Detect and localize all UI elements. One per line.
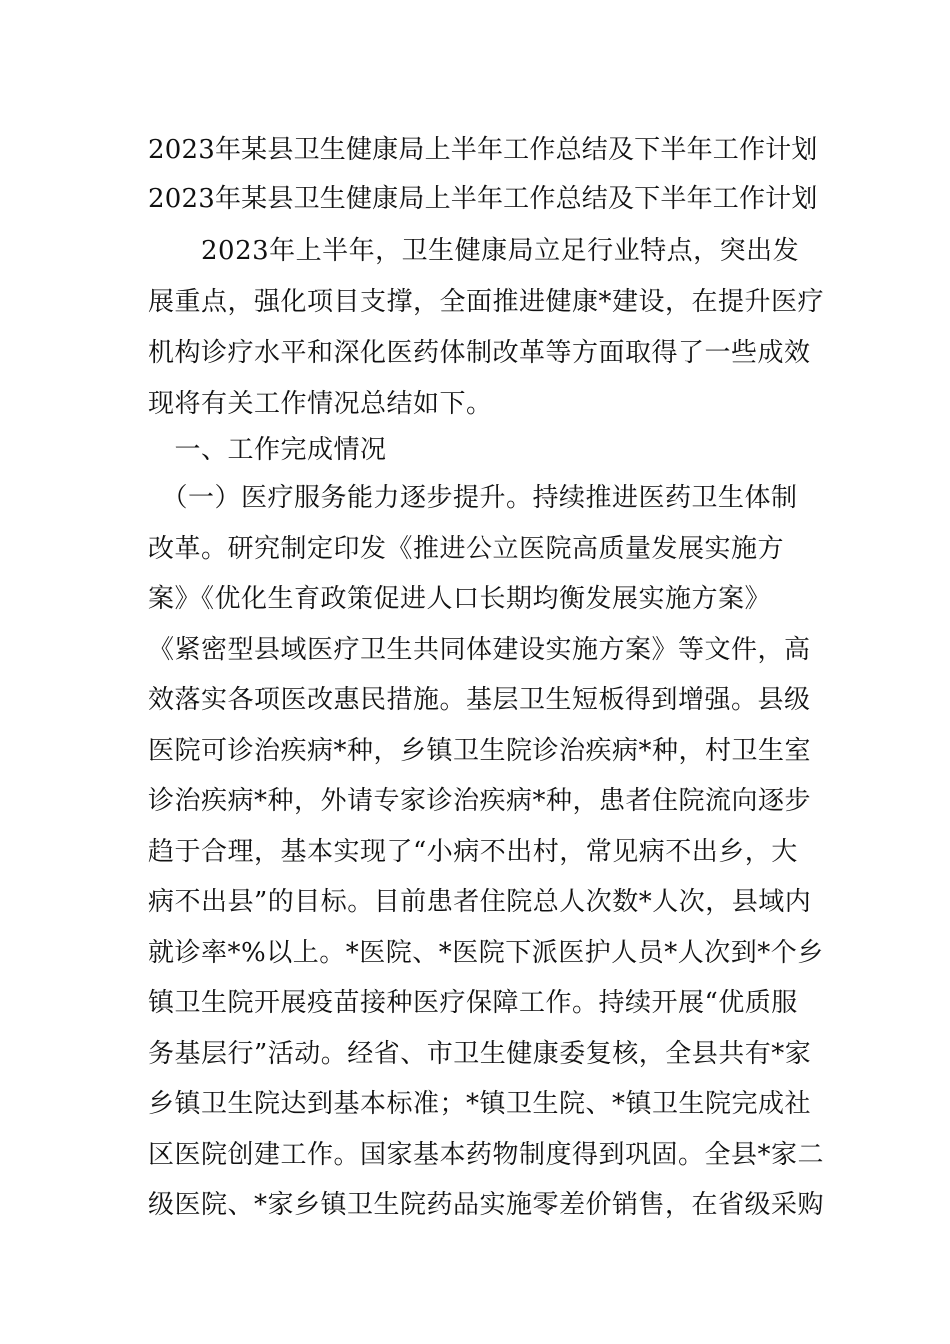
body-line: 务基层行”活动。经省、市卫生健康委复核，全县共有*家 [148,1039,812,1069]
body-line: 现将有关工作情况总结如下。 [148,389,493,419]
body-line: 《紧密型县域医疗卫生共同体建设实施方案》等文件，高 [148,635,811,665]
body-line: 机构诊疗水平和深化医药体制改革等方面取得了一些成效 [148,338,811,368]
body-line: 医院可诊治疾病*种，乡镇卫生院诊治疾病*种，村卫生室 [148,736,812,766]
body-line: （一）医疗服务能力逐步提升。持续推进医药卫生体制 [148,483,798,513]
body-line: 就诊率*%以上。*医院、*医院下派医护人员*人次到*个乡 [148,938,824,968]
body-line: 趋于合理，基本实现了“小病不出村，常见病不出乡，大 [148,837,798,867]
body-line: 案》《优化生育政策促进人口长期均衡发展实施方案》 [148,584,772,614]
body-line: 乡镇卫生院达到基本标准；*镇卫生院、*镇卫生院完成社 [148,1089,812,1119]
document-title-line-1: 2023年某县卫生健康局上半年工作总结及下半年工作计划 [148,135,818,165]
body-line: 镇卫生院开展疫苗接种医疗保障工作。持续开展“优质服 [148,988,798,1018]
body-line: 2023年上半年，卫生健康局立足行业特点，突出发 [148,236,800,266]
body-line: 级医院、*家乡镇卫生院药品实施零差价销售，在省级采购 [148,1190,825,1220]
body-line: 改革。研究制定印发《推进公立医院高质量发展实施方 [148,534,785,564]
body-line: 展重点，强化项目支撑，全面推进健康*建设，在提升医疗 [148,287,825,317]
document-title-line-2: 2023年某县卫生健康局上半年工作总结及下半年工作计划 [148,184,818,214]
section-heading: 一、工作完成情况 [148,435,387,465]
body-line: 病不出县”的目标。目前患者住院总人次数*人次，县域内 [148,887,812,917]
body-line: 区医院创建工作。国家基本药物制度得到巩固。全县*家二 [148,1140,825,1170]
body-line: 诊治疾病*种，外请专家诊治疾病*种，患者住院流向逐步 [148,786,812,816]
body-line: 效落实各项医改惠民措施。基层卫生短板得到增强。县级 [148,685,811,715]
